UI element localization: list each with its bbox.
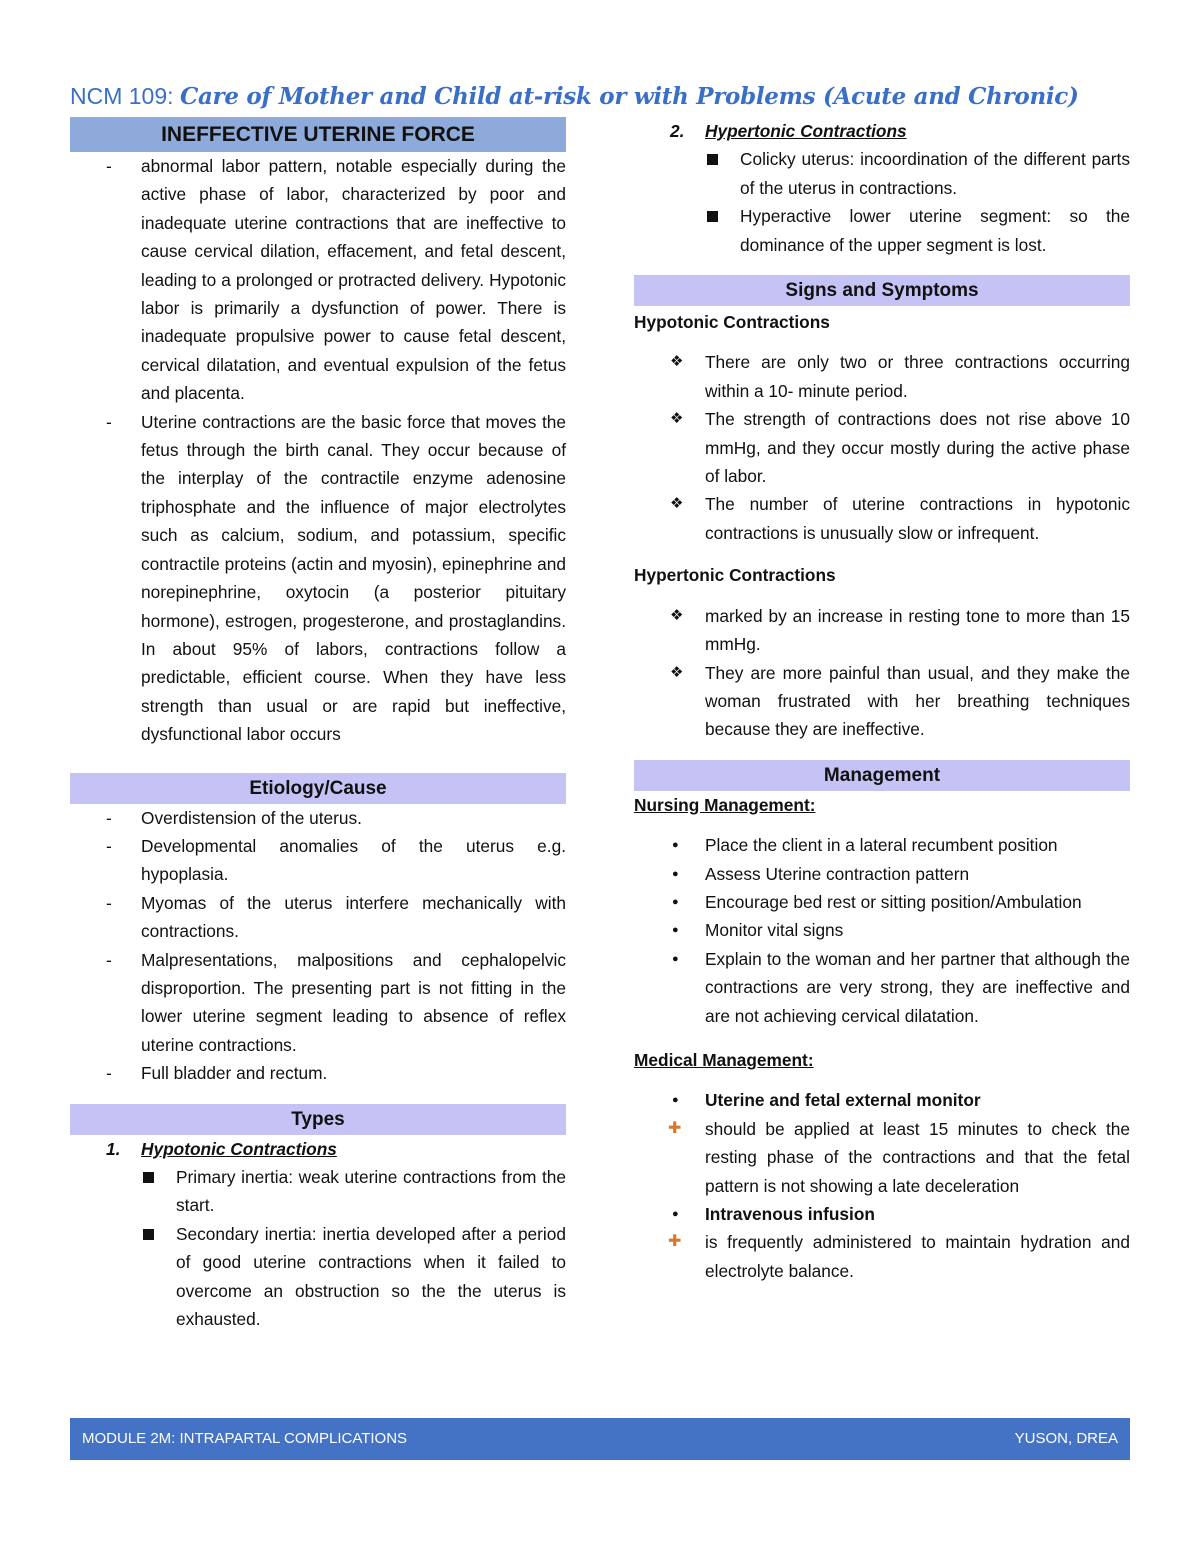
list-item: Colicky uterus: incoordination of the different parts of the uterus in contractions. bbox=[705, 145, 1130, 202]
type-item bbox=[634, 117, 1130, 259]
medical-item-sublist bbox=[634, 1228, 1130, 1285]
hypertonic-heading: Hypertonic Contractions bbox=[634, 565, 836, 586]
type-number: 1. bbox=[106, 1138, 121, 1159]
type-name: Hypertonic Contractions bbox=[705, 121, 907, 141]
course-subtitle: Care of Mother and Child at-risk or with Problems (Acute and Chronic) bbox=[179, 83, 1079, 110]
list-item bbox=[634, 1086, 1130, 1200]
signs-section-title: Signs and Symptoms bbox=[634, 275, 1130, 306]
course-code: NCM 109: bbox=[70, 83, 174, 109]
left-column bbox=[70, 117, 566, 1333]
types-list-continued bbox=[634, 117, 1130, 259]
list-item: ● Monitor vital signs bbox=[634, 916, 1130, 944]
page-footer bbox=[70, 1418, 1130, 1460]
etiology-list bbox=[70, 804, 566, 1088]
type-number: 2. bbox=[670, 121, 685, 141]
list-item: - Overdistension of the uterus. bbox=[70, 804, 566, 832]
types-list bbox=[70, 1135, 566, 1334]
etiology-section-title: Etiology/Cause bbox=[70, 773, 566, 804]
medical-management-list bbox=[634, 1086, 1130, 1285]
hypotonic-signs-list bbox=[634, 348, 1130, 547]
medical-item-sublist bbox=[634, 1115, 1130, 1200]
main-section-title: INEFFECTIVE UTERINE FORCE bbox=[70, 117, 566, 152]
type-name: Hypotonic Contractions bbox=[141, 1138, 337, 1159]
footer-author: YUSON, DREA bbox=[1014, 1430, 1118, 1447]
list-item: ● Encourage bed rest or sitting position/Ambulation bbox=[634, 888, 1130, 916]
list-item: - Malpresentations, malpositions and cephalopelvic disproportion. The presenting part is not fitting in the lower uterine segment leading to absence of reflex uterine contractions. bbox=[70, 946, 566, 1060]
list-item: - abnormal labor pattern, notable especially during the active phase of labor, characterized by poor and inadequate uterine contractions that are ineffective to cause cervical dilation, effacement, and fetal descent, leading to a prolonged or protracted delivery. Hypotonic labor is primarily a dysfunction of power. There is inadequate propulsive power to cause fetal descent, cervical dilatation, and eventual expulsion of the fetus and placenta. bbox=[70, 152, 566, 408]
list-item: ● Assess Uterine contraction pattern bbox=[634, 860, 1130, 888]
list-item: ❖ The strength of contractions does not rise above 10 mmHg, and they occur mostly during the active phase of labor. bbox=[634, 405, 1130, 490]
list-item bbox=[634, 1200, 1130, 1285]
list-item: Secondary inertia: inertia developed after a period of good uterine contractions when it failed to overcome an obstruction so the the uterus is exhausted. bbox=[141, 1220, 566, 1334]
list-item: ✚ is frequently administered to maintain hydration and electrolyte balance. bbox=[634, 1228, 1130, 1285]
right-column bbox=[634, 117, 1130, 1285]
medical-item-title: Intravenous infusion bbox=[705, 1204, 875, 1224]
footer-module: MODULE 2M: INTRAPARTAL COMPLICATIONS bbox=[82, 1430, 408, 1447]
list-item: - Full bladder and rectum. bbox=[70, 1059, 566, 1087]
list-item: ❖ marked by an increase in resting tone to more than 15 mmHg. bbox=[634, 602, 1130, 659]
list-item: ● Place the client in a lateral recumbent position bbox=[634, 831, 1130, 859]
types-section-title: Types bbox=[70, 1104, 566, 1135]
list-item: ❖ There are only two or three contractions occurring within a 10- minute period. bbox=[634, 348, 1130, 405]
page-title bbox=[70, 78, 1140, 115]
nursing-management-heading: Nursing Management: bbox=[634, 794, 816, 815]
list-item: Primary inertia: weak uterine contractions from the start. bbox=[141, 1163, 566, 1220]
list-item: ✚ should be applied at least 15 minutes to check the resting phase of the contractions and that the fetal pattern is not showing a late deceleration bbox=[634, 1115, 1130, 1200]
list-item: ● Explain to the woman and her partner that although the contractions are very strong, they are ineffective and are not achieving cervical dilatation. bbox=[634, 945, 1130, 1030]
hypertonic-signs-list bbox=[634, 602, 1130, 744]
list-item: ❖ The number of uterine contractions in hypotonic contractions is unusually slow or infrequent. bbox=[634, 490, 1130, 547]
definition-list bbox=[70, 152, 566, 749]
type-sublist bbox=[141, 1163, 566, 1333]
list-item: Hyperactive lower uterine segment: so the dominance of the upper segment is lost. bbox=[705, 202, 1130, 259]
list-item: ❖ They are more painful than usual, and they make the woman frustrated with her breathing techniques because they are ineffective. bbox=[634, 659, 1130, 744]
management-section-title: Management bbox=[634, 760, 1130, 791]
type-item bbox=[70, 1135, 566, 1334]
list-item: - Developmental anomalies of the uterus e.g. hypoplasia. bbox=[70, 832, 566, 889]
medical-item-title: Uterine and fetal external monitor bbox=[705, 1090, 981, 1111]
list-item: - Myomas of the uterus interfere mechanically with contractions. bbox=[70, 889, 566, 946]
type-sublist bbox=[705, 145, 1130, 259]
list-item: - Uterine contractions are the basic force that moves the fetus through the birth canal. They occur because of the interplay of the contractile enzyme adenosine triphosphate and the influence of major electrolytes such as calcium, sodium, and potassium, specific contractile proteins (actin and myosin), epinephrine and norepinephrine, oxytocin (a posterior pituitary hormone), estrogen, progesterone, and prostaglandins. In about 95% of labors, contractions follow a predictable, efficient course. When they have less strength than usual or are rapid but ineffective, dysfunctional labor occurs bbox=[70, 408, 566, 749]
hypotonic-heading: Hypotonic Contractions bbox=[634, 312, 830, 333]
medical-management-heading: Medical Management: bbox=[634, 1049, 814, 1070]
nursing-management-list bbox=[634, 831, 1130, 1030]
